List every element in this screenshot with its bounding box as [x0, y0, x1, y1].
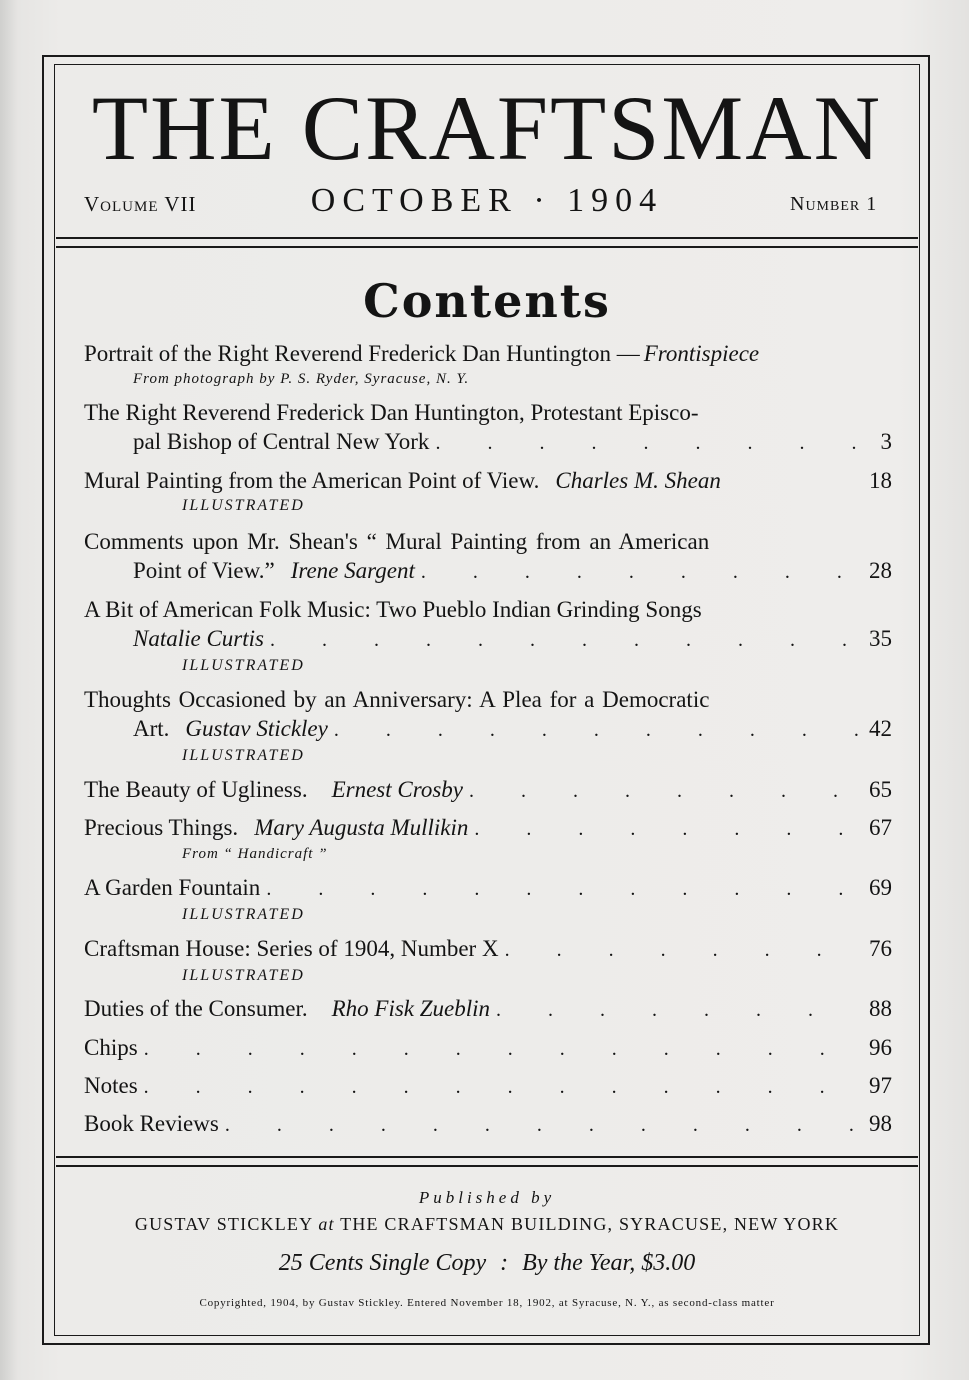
toc-author: Mary Augusta Mullikin: [254, 815, 469, 840]
toc-entry-chips: [84, 1033, 892, 1064]
dot-leader: [144, 1035, 860, 1064]
toc-title-continued: pal Bishop of Central New York: [133, 429, 430, 454]
dot-leader: [505, 936, 860, 965]
dot-leader: [474, 815, 860, 844]
publisher-name: GUSTAV STICKLEY: [134, 1214, 313, 1234]
toc-subnote: From photograph by P. S. Ryder, Syracuse, N. Y.: [133, 371, 470, 387]
toc-page: 67: [869, 815, 892, 840]
toc-title: The Right Reverend Frederick Dan Huntington, Protestant Episco-: [84, 400, 699, 425]
toc-entry-craftsman-house: [84, 934, 892, 987]
toc-page: 69: [869, 875, 892, 900]
toc-title: Mural Painting from the American Point of View.: [84, 468, 540, 493]
toc-title: Precious Things.: [84, 815, 239, 840]
toc-illustrated: ILLUSTRATED: [182, 906, 305, 923]
toc-page: 18: [869, 468, 892, 493]
toc-entry-garden-fountain: [84, 873, 892, 926]
toc-illustrated: ILLUSTRATED: [182, 657, 305, 674]
toc-title: Craftsman House: Series of 1904, Number X: [84, 936, 499, 961]
toc-author: Ernest Crosby: [331, 777, 463, 802]
toc-author: Charles M. Shean: [555, 468, 721, 493]
toc-entry-mural-painting: [84, 466, 892, 517]
toc-title: Portrait of the Right Reverend Frederick Dan Huntington —: [84, 341, 640, 366]
dot-leader: [225, 1111, 860, 1140]
toc-page: 3: [880, 429, 892, 454]
published-by: Published by: [418, 1188, 556, 1207]
toc-entry-huntington: [84, 398, 892, 458]
toc-title: Chips: [84, 1035, 138, 1060]
toc-entry-book-reviews: [84, 1109, 892, 1140]
toc-title: A Garden Fountain: [84, 875, 261, 900]
toc-illustrated: ILLUSTRATED: [182, 497, 305, 514]
toc-author: Gustav Stickley: [185, 716, 328, 741]
header-rule-bottom: [56, 246, 918, 248]
dot-leader: [435, 429, 860, 458]
toc-entry-precious-things: [84, 813, 892, 864]
copyright-notice: Copyrighted, 1904, by Gustav Stickley. Entered November 18, 1902, at Syracuse, N. Y., as second-class matter: [199, 1297, 775, 1309]
dot-leader: [421, 558, 860, 587]
toc-title-continued: Point of View.”: [133, 558, 275, 583]
toc-author: Rho Fisk Zueblin: [331, 996, 491, 1021]
publisher-at: at: [318, 1214, 335, 1234]
toc-page: 97: [869, 1073, 892, 1098]
toc-entry-folk-music: [84, 595, 892, 677]
toc-page: 35: [869, 626, 892, 651]
toc-entry-beauty-ugliness: [84, 775, 892, 806]
toc-entry-comments: [84, 527, 892, 587]
dot-leader: [469, 777, 860, 806]
toc-entry-frontispiece: [84, 339, 892, 390]
header-rule-top: [56, 237, 918, 239]
toc-page: 42: [869, 716, 892, 741]
price-year: By the Year, $3.00: [522, 1250, 696, 1276]
toc-title: Duties of the Consumer.: [84, 996, 308, 1021]
price-separator: :: [500, 1250, 509, 1276]
toc-page: 28: [869, 558, 892, 583]
toc-page: 98: [869, 1111, 892, 1136]
masthead-title: THE CRAFTSMAN: [91, 77, 883, 179]
toc-title: Book Reviews: [84, 1111, 219, 1136]
dot-leader: [266, 875, 860, 904]
toc-entry-notes: [84, 1071, 892, 1102]
toc-title: Notes: [84, 1073, 138, 1098]
toc-entry-anniversary: [84, 685, 892, 767]
toc-title: Thoughts Occasioned by an Anniversary: A Plea for a Democratic: [84, 687, 710, 712]
dot-leader: [334, 716, 860, 745]
dot-leader: [270, 626, 860, 655]
toc-page: 76: [869, 936, 892, 961]
issue-number: Number 1: [790, 193, 878, 215]
price-line: [54, 1250, 920, 1277]
toc-author: Irene Sargent: [290, 558, 415, 583]
toc-page: 88: [869, 996, 892, 1021]
toc-title-continued: Art.: [133, 716, 170, 741]
toc-title: A Bit of American Folk Music: Two Pueblo Indian Grinding Songs: [84, 597, 702, 622]
footer-rule-bottom: [56, 1165, 918, 1167]
footer-rule-top: [56, 1156, 918, 1158]
toc-author: Natalie Curtis: [133, 626, 264, 651]
issue-date: OCTOBER · 1904: [310, 182, 664, 219]
toc-page: 65: [869, 777, 892, 802]
toc-illustrated: ILLUSTRATED: [182, 747, 305, 764]
toc-illustrated: ILLUSTRATED: [182, 967, 305, 984]
toc-source-note: From “ Handicraft ”: [182, 846, 328, 862]
publisher-line: [54, 1214, 920, 1235]
toc-title: Comments upon Mr. Shean's “ Mural Painting from an American: [84, 529, 710, 554]
price-single: 25 Cents Single Copy: [278, 1250, 487, 1276]
toc-author: Frontispiece: [643, 341, 760, 366]
volume-label: Volume VII: [84, 192, 197, 216]
toc-page: 96: [869, 1035, 892, 1060]
contents-heading: Contents: [363, 274, 611, 328]
dot-leader: [144, 1073, 860, 1102]
toc-entry-duties-consumer: [84, 994, 892, 1025]
dot-leader: [496, 996, 860, 1025]
toc-title: The Beauty of Ugliness.: [84, 777, 308, 802]
publisher-place: THE CRAFTSMAN BUILDING, SYRACUSE, NEW YORK: [340, 1214, 840, 1234]
